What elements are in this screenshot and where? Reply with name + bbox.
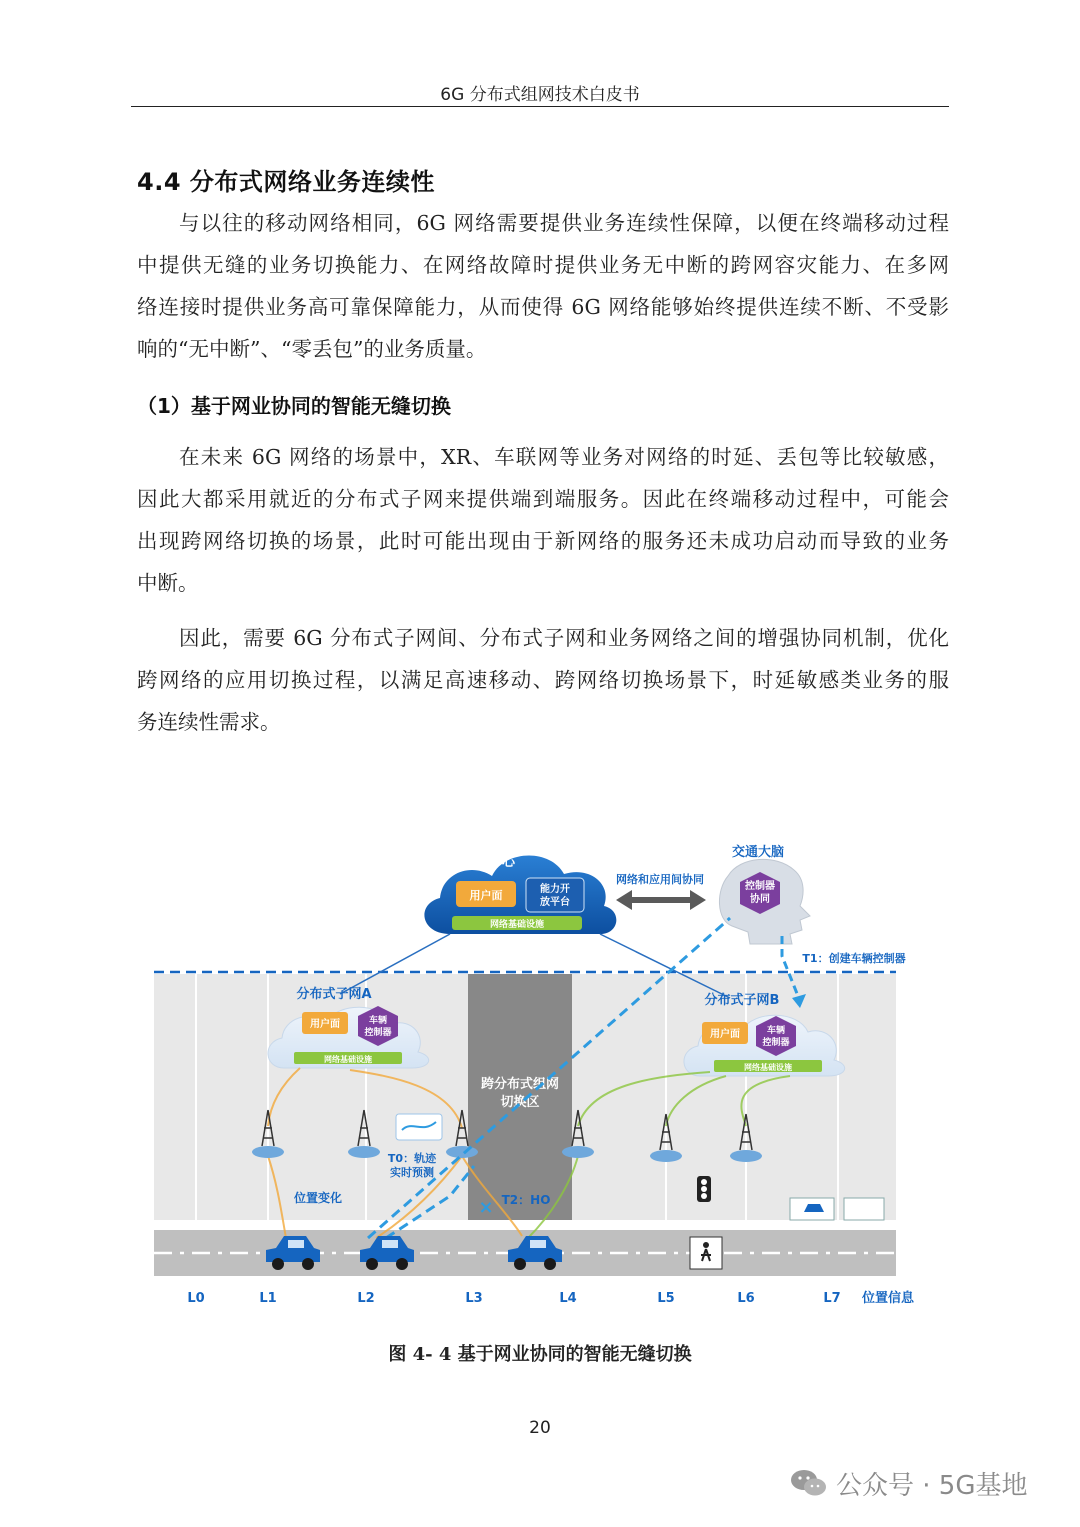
traffic-brain <box>719 844 810 944</box>
break-icon: × <box>478 1197 494 1218</box>
location-label: L1 <box>259 1291 277 1306</box>
subnet-a-infra-label: 网络基础设施 <box>324 1055 372 1064</box>
user-plane-label: 用户面 <box>469 889 503 902</box>
center-cloud-title: 中心 <box>488 855 516 870</box>
subnet-a-vehicle-controller-label: 车辆 <box>368 1016 388 1026</box>
subnet-b-vehicle-controller-label: 控制器 <box>762 1038 790 1048</box>
text-line: 中断。 <box>137 571 199 595</box>
location-label: L3 <box>465 1291 483 1306</box>
infra-label: 网络基础设施 <box>489 920 545 930</box>
crosswalk-icon <box>690 1237 722 1269</box>
text-line: 中提供无缝的业务切换能力、在网络故障时提供业务无中断的跨网容灾能力、在多网 <box>137 253 949 277</box>
watermark <box>790 1463 1027 1503</box>
text-line: 跨网络的应用切换过程，以满足高速移动、跨网络切换场景下，时延敏感类业务的服 <box>137 668 949 692</box>
location-label: L7 <box>823 1291 841 1306</box>
t0-label: 实时预测 <box>390 1166 434 1179</box>
location-labels <box>187 1290 915 1306</box>
text-line: 务连续性需求。 <box>137 710 281 734</box>
wechat-icon <box>790 1467 828 1499</box>
location-label: L4 <box>559 1291 577 1306</box>
roadside-unit-icon <box>844 1198 884 1220</box>
position-change-label: 位置变化 <box>293 1191 343 1205</box>
subnet-a-user-plane-label: 用户面 <box>310 1019 340 1030</box>
running-header: 6G 分布式组网技术白皮书 <box>440 85 640 105</box>
page-number: 20 <box>529 1418 551 1438</box>
brain-controller-label: 控制器 <box>745 881 775 892</box>
roadside-unit-icon <box>790 1198 834 1220</box>
text-line: 因此大都采用就近的分布式子网来提供端到端服务。因此在终端移动过程中，可能会 <box>137 487 949 511</box>
handover-diagram <box>150 826 930 1316</box>
collab-label: 网络和应用间协同 <box>616 873 704 886</box>
brain-controller-label: 协同 <box>750 894 770 905</box>
t0-label: T0：轨迹 <box>387 1152 437 1165</box>
subnet-b-user-plane-label: 用户面 <box>710 1029 740 1040</box>
position-info-label: 位置信息 <box>861 1291 915 1306</box>
brain-title: 交通大脑 <box>731 845 785 860</box>
subnet-b-title: 分布式子网B <box>704 993 780 1008</box>
location-label: L2 <box>357 1291 375 1306</box>
handover-zone-label: 跨分布式组网 <box>480 1077 560 1092</box>
text-line: 络连接时提供业务高可靠保障能力，从而使得 6G 网络能够始终提供连续不断、不受影 <box>137 295 949 319</box>
handover-zone-label: 切换区 <box>500 1095 540 1110</box>
header-rule <box>131 106 949 107</box>
text-line: 响的“无中断”、“零丢包”的业务质量。 <box>137 337 487 361</box>
subnet-a-vehicle-controller-label: 控制器 <box>364 1028 392 1038</box>
location-label: L0 <box>187 1291 205 1306</box>
capability-platform-label: 放平台 <box>540 897 570 908</box>
text-line: 与以往的移动网络相同，6G 网络需要提供业务连续性保障，以便在终端移动过程 <box>179 211 949 235</box>
traffic-light-icon <box>697 1176 711 1202</box>
subnet-a-title: 分布式子网A <box>296 987 372 1002</box>
text-line: 在未来 6G 网络的场景中，XR、车联网等业务对网络的时延、丢包等比较敏感， <box>179 445 949 469</box>
capability-platform-label: 能力开 <box>540 884 570 895</box>
subnet-b-infra-label: 网络基础设施 <box>744 1063 792 1072</box>
subheading: （1）基于网业协同的智能无缝切换 <box>137 394 451 418</box>
text-line: 出现跨网络切换的场景，此时可能出现由于新网络的服务还未成功启动而导致的业务 <box>137 529 949 553</box>
figure-caption: 图 4- 4 基于网业协同的智能无缝切换 <box>388 1344 692 1365</box>
t1-label: T1：创建车辆控制器 <box>802 952 906 965</box>
section-heading: 4.4 分布式网络业务连续性 <box>137 168 435 196</box>
location-label: L5 <box>657 1291 675 1306</box>
paragraph-3 <box>137 617 949 743</box>
watermark-text: 公众号 · 5G基地 <box>836 1470 1028 1501</box>
location-label: L6 <box>737 1291 755 1306</box>
paragraph-1 <box>137 202 949 370</box>
collab-arrow <box>616 890 706 910</box>
t2-label: T2：HO <box>501 1193 551 1207</box>
center-cloud <box>424 854 616 934</box>
paragraph-2 <box>137 436 949 604</box>
text-line: 因此，需要 6G 分布式子网间、分布式子网和业务网络之间的增强协同机制，优化 <box>179 626 949 650</box>
subnet-b-vehicle-controller-label: 车辆 <box>766 1026 786 1036</box>
